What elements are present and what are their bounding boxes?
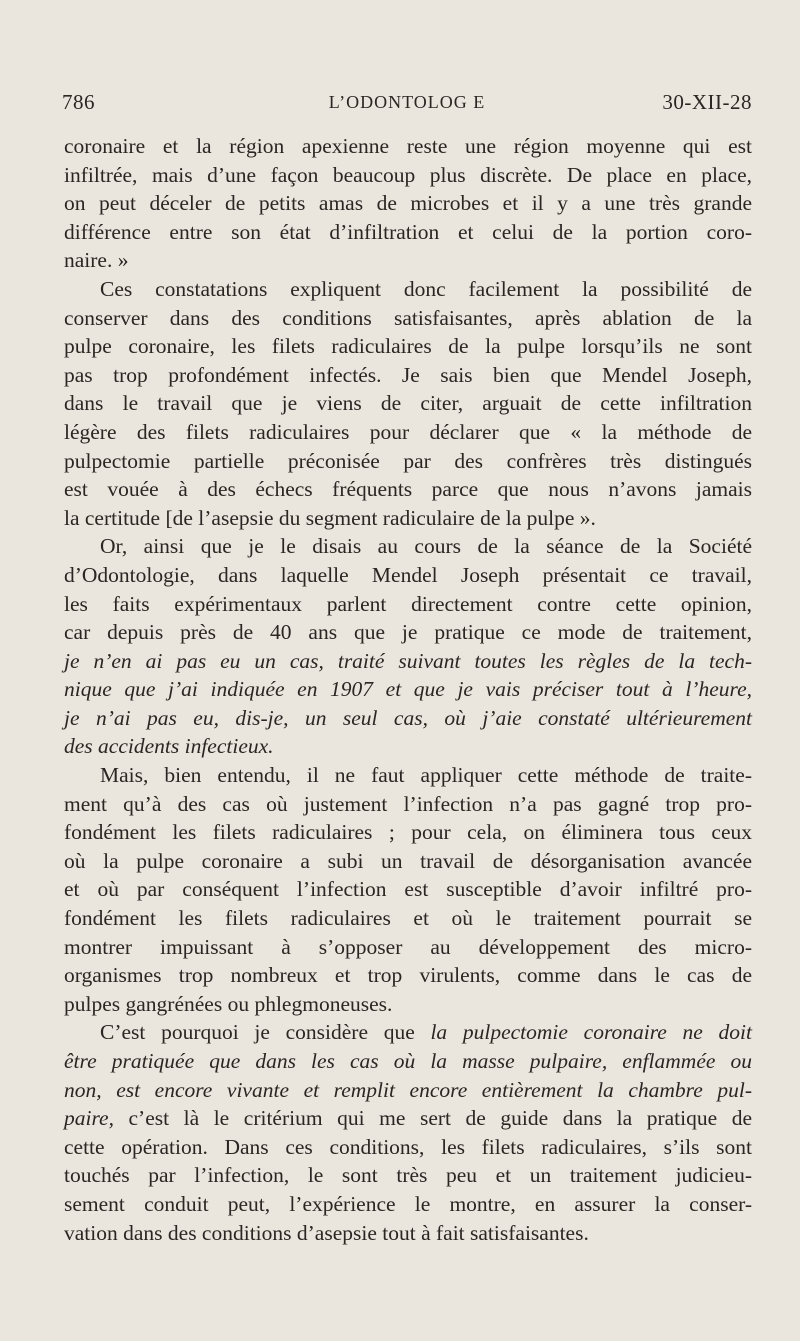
- text-line: [64, 1133, 752, 1162]
- text-segment: Ces constatations expliquent donc facilement la possibilité de: [100, 276, 752, 301]
- text-segment: pulpectomie partielle préconisée par des confrères très distingués: [64, 448, 752, 473]
- text-segment: est vouée à des échecs fréquents parce que nous n’avons jamais: [64, 477, 752, 502]
- text-segment: dans le travail que je viens de citer, arguait de cette infiltration: [64, 391, 752, 416]
- text-segment: naire. »: [64, 248, 129, 273]
- text-line: [64, 590, 752, 619]
- text-segment: Mais, bien entendu, il ne faut appliquer cette méthode de traite-: [100, 763, 752, 788]
- text-segment: Or, ainsi que je le disais au cours de la séance de la Société: [100, 534, 752, 559]
- text-line: [64, 904, 752, 933]
- text-line: [64, 189, 752, 218]
- text-segment: et où par conséquent l’infection est susceptible d’avoir infiltré pro-: [64, 877, 752, 902]
- text-segment: coronaire et la région apexienne reste une région moyenne qui est: [64, 134, 752, 158]
- text-line: [64, 875, 752, 904]
- text-line: [64, 990, 752, 1019]
- paragraph: [64, 1018, 752, 1247]
- text-line: [64, 161, 752, 190]
- text-segment: différence entre son état d’infiltration et celui de la portion coro-: [64, 219, 752, 244]
- text-line: [64, 704, 752, 733]
- paragraph: [64, 275, 752, 532]
- text-segment: fondément les filets radiculaires ; pour cela, on éliminera tous ceux: [64, 820, 752, 845]
- text-segment: C’est pourquoi je considère que: [100, 1020, 431, 1045]
- text-segment: c’est là le critérium qui me sert de guide dans la pratique de: [113, 1106, 752, 1131]
- text-line: [64, 933, 752, 962]
- italic-segment: paire,: [64, 1106, 114, 1131]
- text-line: [64, 675, 752, 704]
- text-segment: la certitude [de l’asepsie du segment radiculaire de la pulpe ».: [64, 505, 596, 530]
- italic-segment: non, est encore vivante et remplit encore entièrement la chambre pul-: [64, 1077, 752, 1102]
- text-line: [64, 618, 752, 647]
- text-segment: on peut déceler de petits amas de microbes et il y a une très grande: [64, 191, 752, 216]
- running-header: [62, 90, 752, 122]
- italic-segment: je n’ai pas eu, dis-je, un seul cas, où j’aie constaté ultérieurement: [64, 705, 752, 730]
- text-line: [64, 1104, 752, 1133]
- paragraph: [64, 532, 752, 761]
- text-segment: car depuis près de 40 ans que je pratique ce mode de traitement,: [64, 620, 752, 645]
- text-line: [64, 447, 752, 476]
- text-line: [64, 1219, 752, 1248]
- text-segment: fondément les filets radiculaires et où le traitement pourrait se: [64, 906, 752, 931]
- text-line: [64, 1018, 752, 1047]
- text-segment: pulpe coronaire, les filets radiculaires de la pulpe lorsqu’ils ne sont: [64, 334, 752, 359]
- text-segment: cette opération. Dans ces conditions, les filets radiculaires, s’ils sont: [64, 1134, 752, 1159]
- italic-segment: nique que j’ai indiquée en 1907 et que je vais préciser tout à l’heure,: [64, 677, 752, 702]
- italic-segment: je n’en ai pas eu un cas, traité suivant toutes les règles de la tech-: [64, 648, 752, 673]
- text-line: [64, 332, 752, 361]
- text-line: [64, 532, 752, 561]
- text-segment: légère des filets radiculaires pour déclarer que « la méthode de: [64, 419, 752, 444]
- text-line: [64, 1047, 752, 1076]
- text-line: [64, 847, 752, 876]
- text-line: [64, 761, 752, 790]
- text-line: [64, 389, 752, 418]
- text-line: [64, 504, 752, 533]
- text-segment: vation dans des conditions d’asepsie tout à fait satisfaisantes.: [64, 1220, 589, 1245]
- italic-segment: la pulpectomie coronaire ne doit: [430, 1020, 752, 1045]
- text-line: [64, 647, 752, 676]
- text-segment: montrer impuissant à s’opposer au développement des micro-: [64, 934, 752, 959]
- text-segment: pas trop profondément infectés. Je sais bien que Mendel Joseph,: [64, 362, 752, 387]
- text-line: [64, 961, 752, 990]
- text-line: [64, 790, 752, 819]
- issue-date: 30-XII-28: [662, 90, 752, 114]
- italic-segment: être pratiquée que dans les cas où la masse pulpaire, enflammée ou: [64, 1049, 752, 1073]
- text-line: [64, 361, 752, 390]
- text-segment: d’Odontologie, dans laquelle Mendel Joseph présentait ce travail,: [64, 562, 752, 587]
- text-line: [64, 304, 752, 333]
- text-line: [64, 1076, 752, 1105]
- text-segment: pulpes gangrénées ou phlegmoneuses.: [64, 991, 393, 1016]
- text-line: [64, 1161, 752, 1190]
- text-segment: les faits expérimentaux parlent directement contre cette opinion,: [64, 591, 752, 616]
- text-line: [64, 561, 752, 590]
- paragraph: [64, 761, 752, 1018]
- journal-title: L’ODONTOLOG E: [328, 92, 486, 112]
- text-segment: conserver dans des conditions satisfaisantes, après ablation de la: [64, 305, 752, 330]
- italic-segment: des accidents infectieux.: [64, 734, 274, 759]
- text-segment: organismes trop nombreux et trop virulents, comme dans le cas de: [64, 963, 752, 988]
- text-segment: touchés par l’infection, le sont très peu et un traitement judicieu-: [64, 1163, 752, 1188]
- text-segment: où la pulpe coronaire a subi un travail de désorganisation avancée: [64, 848, 752, 873]
- text-line: [64, 246, 752, 275]
- text-line: [64, 475, 752, 504]
- page-number: 786: [62, 90, 95, 114]
- paragraph: [64, 132, 752, 275]
- body-text: [64, 132, 752, 1247]
- text-segment: ment qu’à des cas où justement l’infection n’a pas gagné trop pro-: [64, 791, 752, 816]
- text-line: [64, 818, 752, 847]
- text-line: [64, 218, 752, 247]
- text-line: [64, 418, 752, 447]
- text-line: [64, 1190, 752, 1219]
- text-line: [64, 275, 752, 304]
- text-line: [64, 132, 752, 161]
- text-line: [64, 732, 752, 761]
- text-segment: sement conduit peut, l’expérience le montre, en assurer la conser-: [64, 1191, 752, 1216]
- text-segment: infiltrée, mais d’une façon beaucoup plus discrète. De place en place,: [64, 162, 752, 187]
